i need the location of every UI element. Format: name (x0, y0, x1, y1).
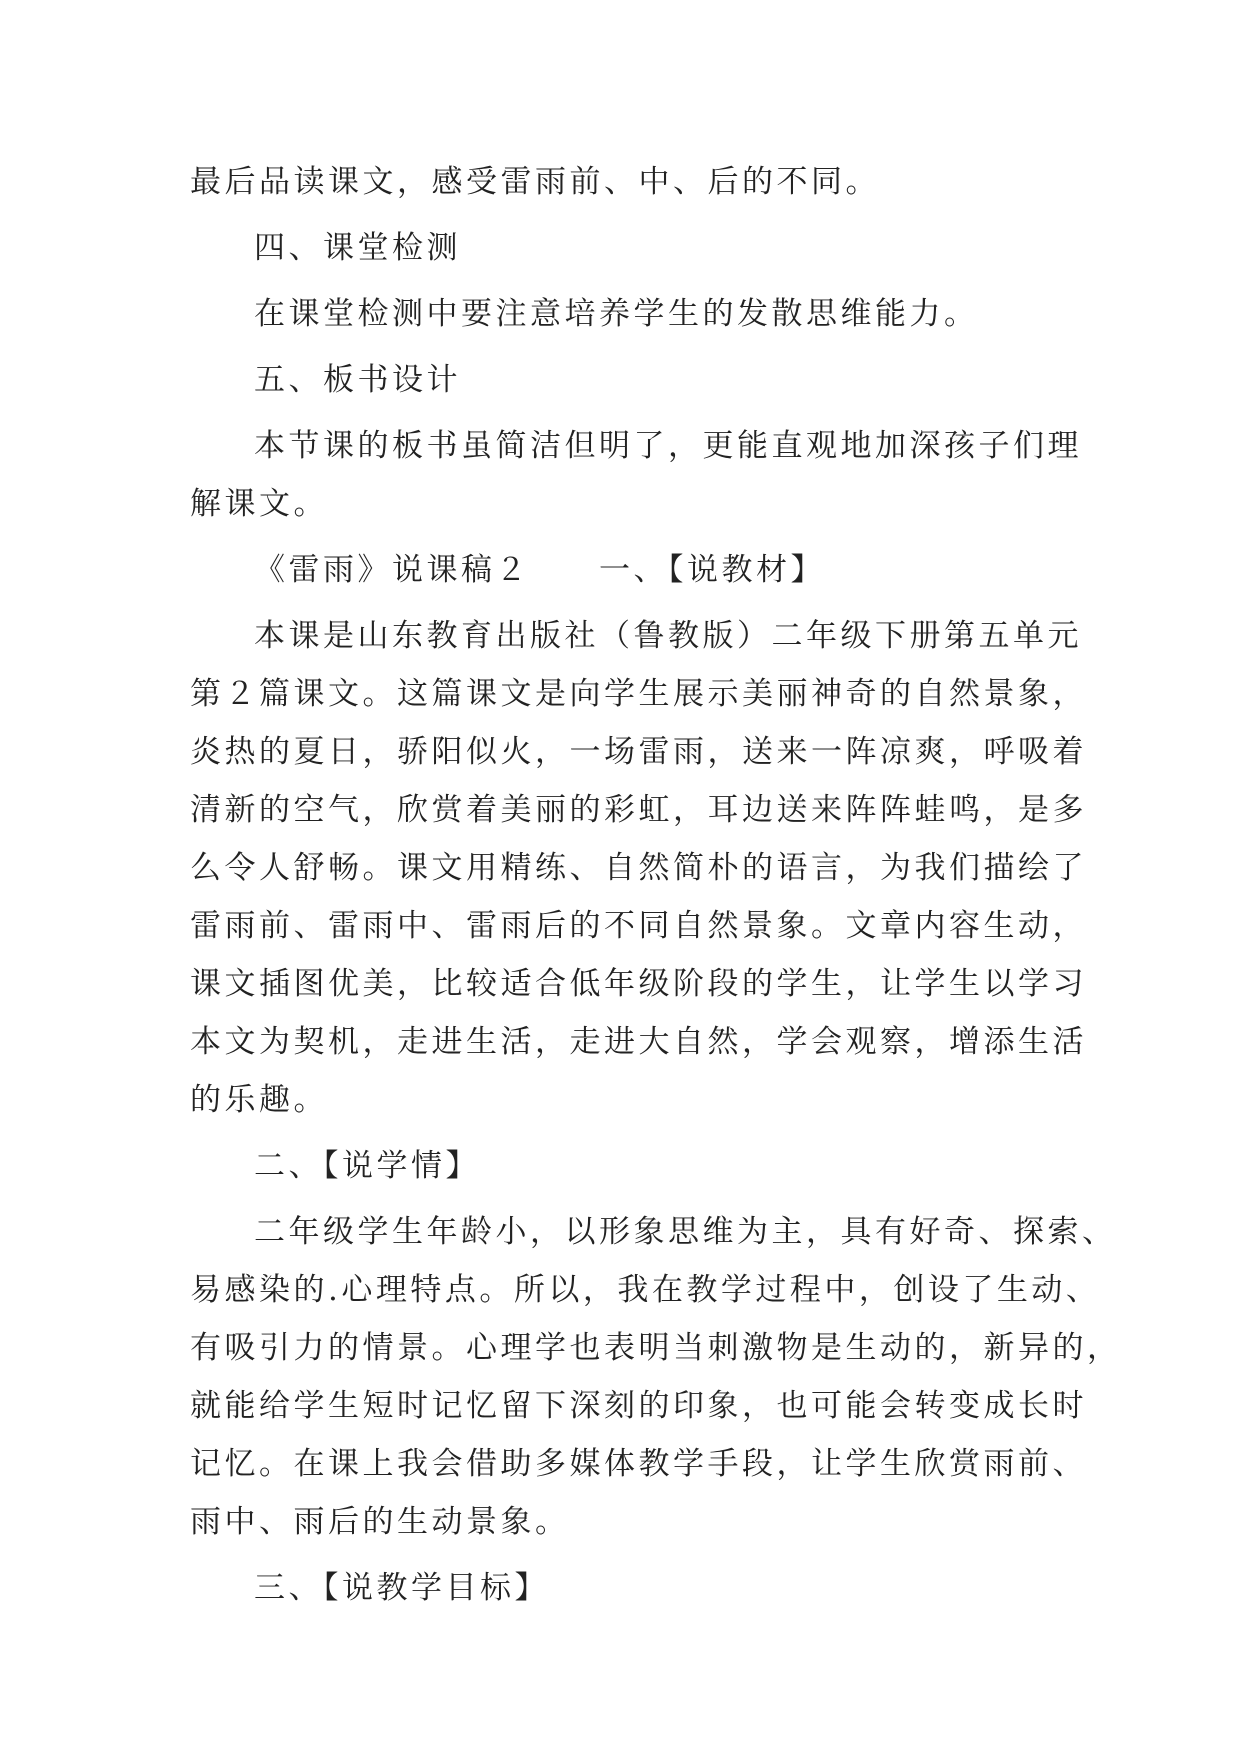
text-line: 最后品读课文，感受雷雨前、中、后的不同。 (190, 164, 880, 200)
text-line: 的乐趣。 (190, 1082, 328, 1118)
section-heading: 三、【说教学目标】 (254, 1570, 549, 1606)
section-heading: 四、课堂检测 (254, 230, 461, 266)
text-line: 有吸引力的情景。心理学也表明当刺激物是生动的，新异的， (190, 1330, 1122, 1366)
text-line: 么令人舒畅。课文用精练、自然简朴的语言，为我们描绘了 (190, 850, 1087, 886)
document-body (190, 153, 1122, 1617)
text-line: 课文插图优美，比较适合低年级阶段的学生，让学生以学习 (190, 966, 1087, 1002)
text-line: 就能给学生短时记忆留下深刻的印象，也可能会转变成长时 (190, 1388, 1087, 1424)
text-line: 解课文。 (190, 486, 328, 522)
document-subtitle: 《雷雨》说课稿２ 一、【说教材】 (254, 552, 825, 588)
section-heading: 二、【说学情】 (254, 1148, 480, 1184)
section-heading: 五、板书设计 (254, 362, 461, 398)
text-line: 本课是山东教育出版社（鲁教版）二年级下册第五单元 (254, 618, 1082, 654)
text-line: 雨中、雨后的生动景象。 (190, 1504, 570, 1540)
text-line: 二年级学生年龄小，以形象思维为主，具有好奇、探索、 (254, 1214, 1117, 1250)
text-line: 第２篇课文。这篇课文是向学生展示美丽神奇的自然景象， (190, 676, 1087, 712)
text-line: 炎热的夏日，骄阳似火，一场雷雨，送来一阵凉爽，呼吸着 (190, 734, 1087, 770)
text-line: 易感染的.心理特点。所以，我在教学过程中，创设了生动、 (190, 1272, 1101, 1308)
text-line: 本文为契机，走进生活，走进大自然，学会观察，增添生活 (190, 1024, 1087, 1060)
text-line: 雷雨前、雷雨中、雷雨后的不同自然景象。文章内容生动， (190, 908, 1087, 944)
text-line: 清新的空气，欣赏着美丽的彩虹，耳边送来阵阵蛙鸣，是多 (190, 792, 1087, 828)
text-line: 记忆。在课上我会借助多媒体教学手段，让学生欣赏雨前、 (190, 1446, 1087, 1482)
text-line: 在课堂检测中要注意培养学生的发散思维能力。 (254, 296, 979, 332)
text-line: 本节课的板书虽简洁但明了，更能直观地加深孩子们理 (254, 428, 1082, 464)
